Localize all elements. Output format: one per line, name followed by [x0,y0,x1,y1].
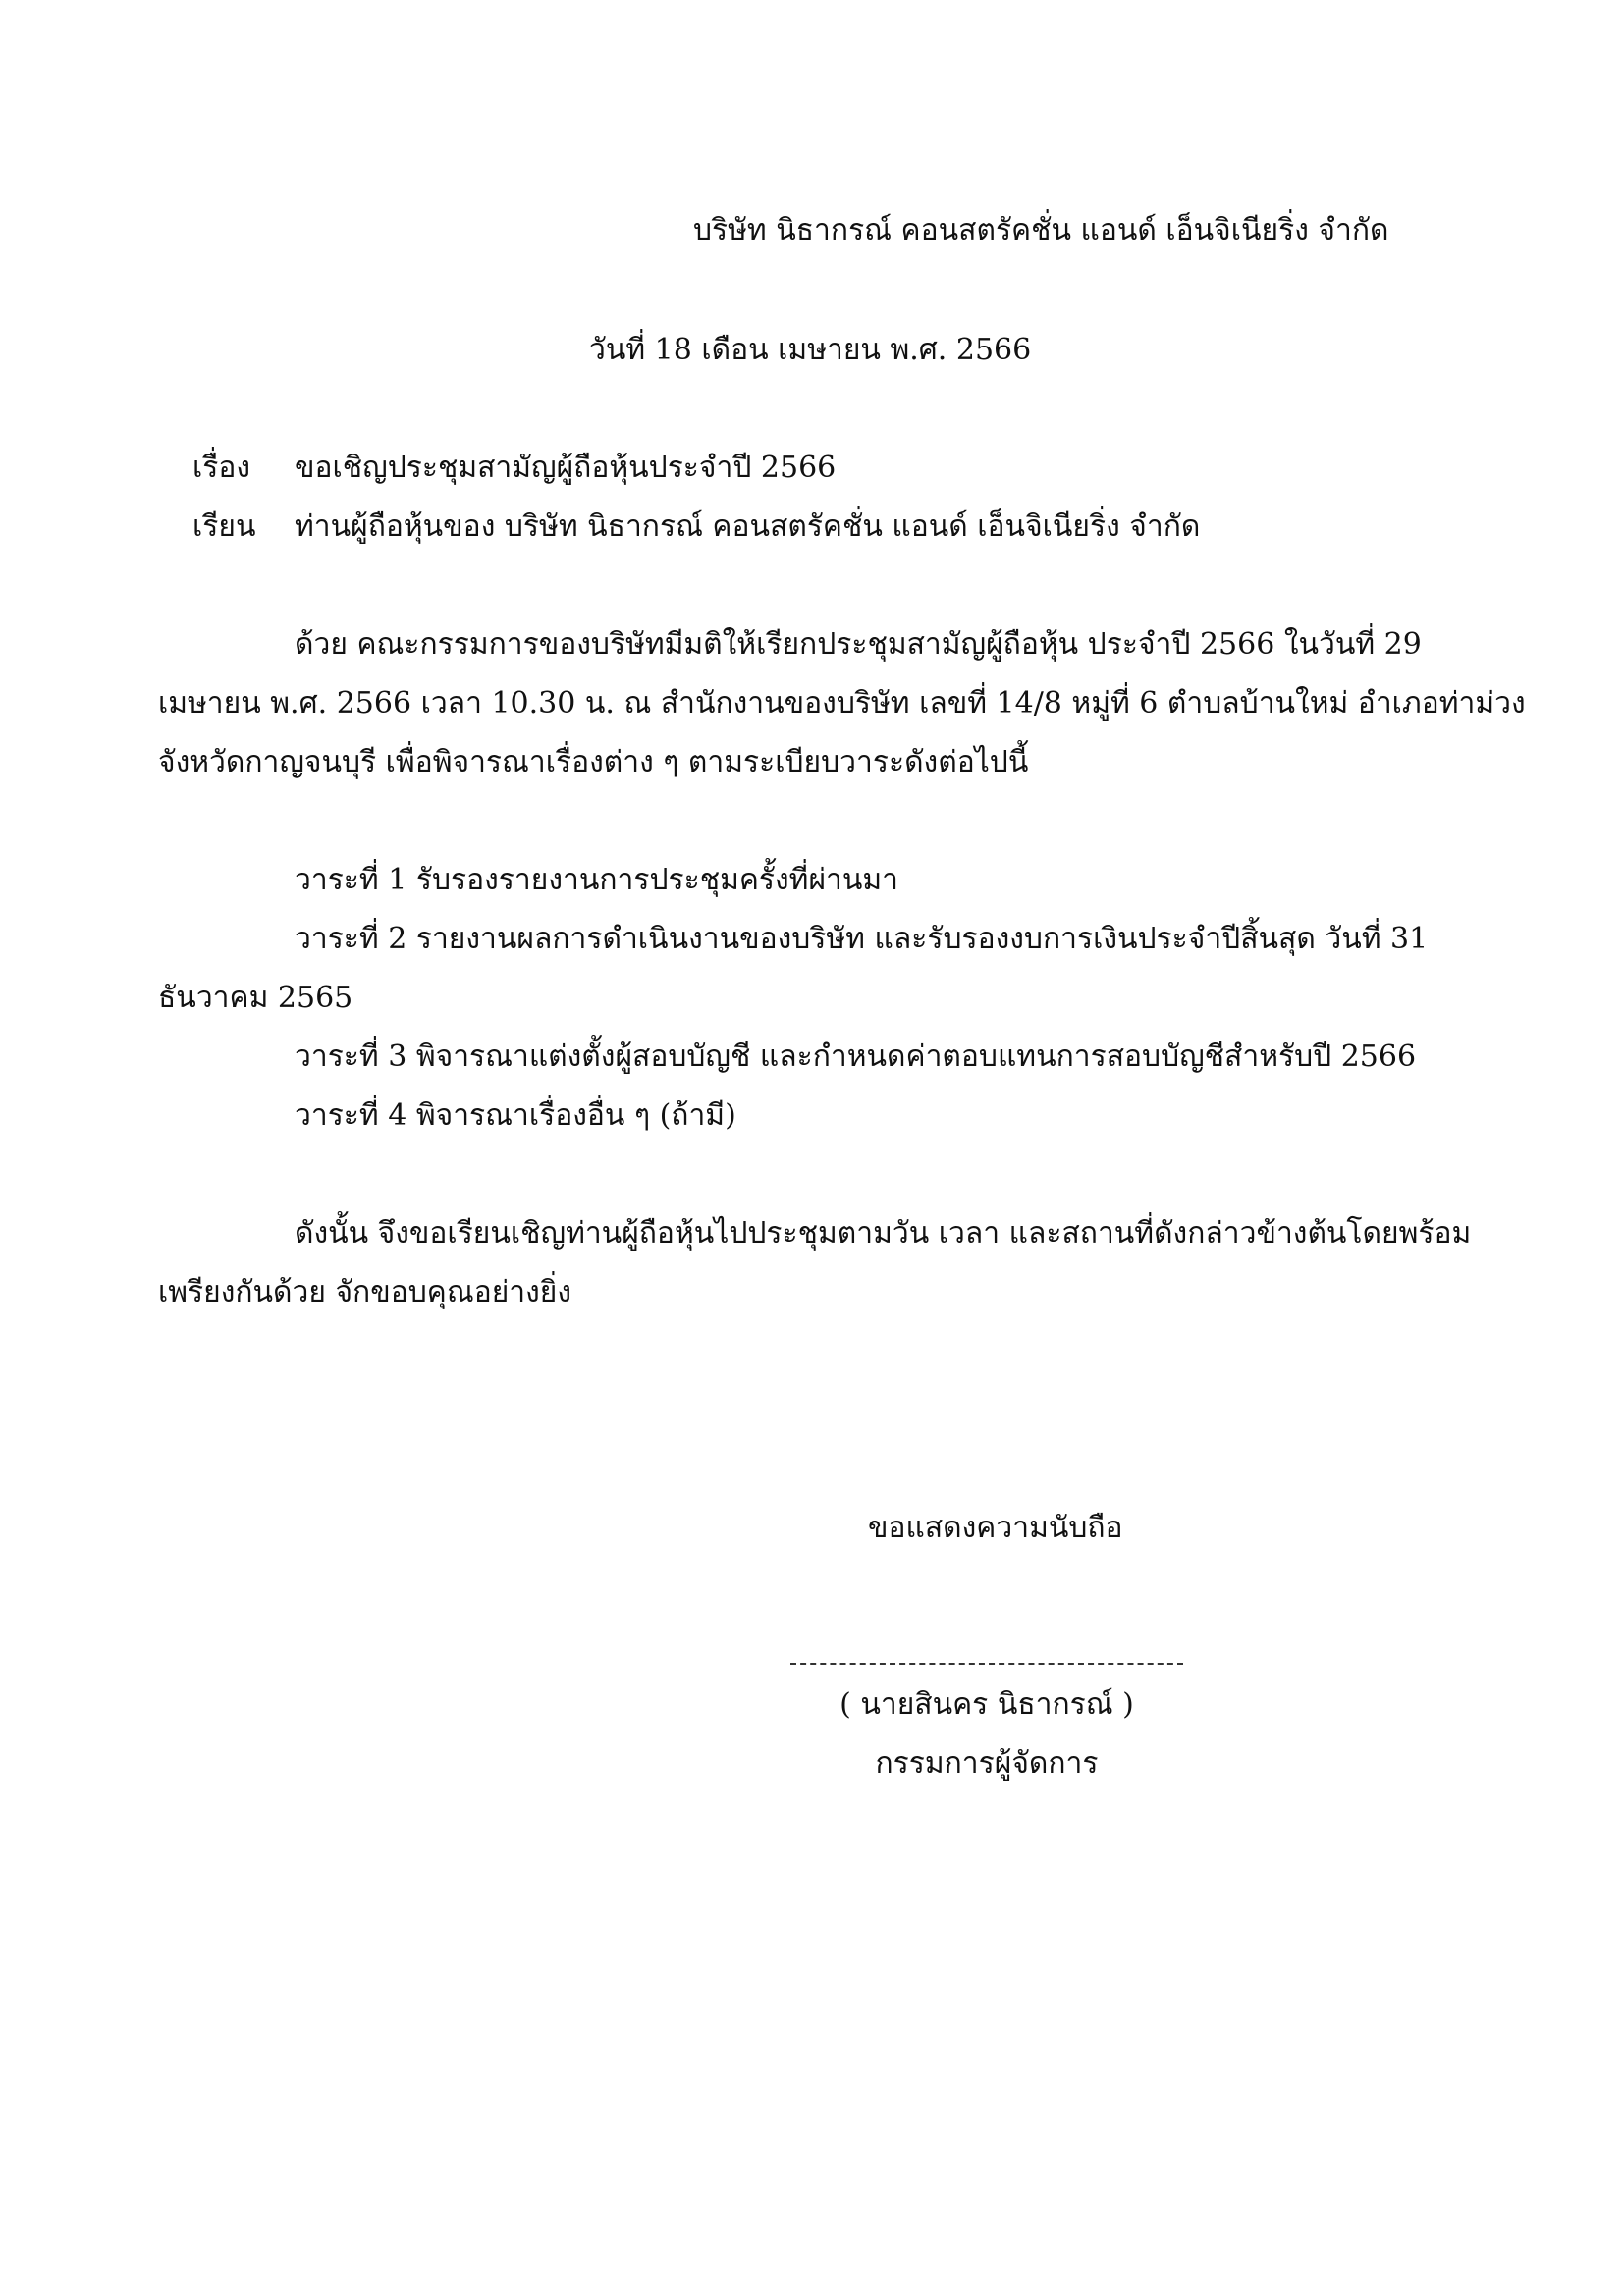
signature-title: กรรมการผู้จัดการ [875,1746,1099,1781]
agenda-item-1: วาระที่ 1 รับรองรายงานการประชุมครั้งที่ผ่านมา [295,863,899,897]
intro-paragraph-line-3: จังหวัดกาญจนบุรี เพื่อพิจารณาเรื่องต่าง ๆ ตามระเบียบวาระดังต่อไปนี้ [158,745,1029,779]
subject-label: เรื่อง [192,451,251,485]
closing-paragraph-line-2: เพรียงกันด้วย จักขอบคุณอย่างยิ่ง [158,1275,572,1309]
signoff: ขอแสดงความนับถือ [868,1511,1123,1545]
addressee-label: เรียน [192,509,256,544]
agenda-item-3: วาระที่ 3 พิจารณาแต่งตั้งผู้สอบบัญชี และกำหนดค่าตอบแทนการสอบบัญชีสำหรับปี 2566 [295,1040,1417,1074]
agenda-item-4: วาระที่ 4 พิจารณาเรื่องอื่น ๆ (ถ้ามี) [295,1098,736,1133]
intro-paragraph-line-1: ด้วย คณะกรรมการของบริษัทมีมติให้เรียกประชุมสามัญผู้ถือหุ้น ประจำปี 2566 ในวันที่ 29 [295,627,1422,662]
date-line: วันที่ 18 เดือน เมษายน พ.ศ. 2566 [589,333,1032,367]
company-heading: บริษัท นิธากรณ์ คอนสตรัคชั่น แอนด์ เอ็นจิเนียริ่ง จำกัด [693,213,1389,247]
subject-text: ขอเชิญประชุมสามัญผู้ถือหุ้นประจำปี 2566 [295,451,837,485]
intro-paragraph-line-2: เมษายน พ.ศ. 2566 เวลา 10.30 น. ณ สำนักงานของบริษัท เลขที่ 14/8 หมู่ที่ 6 ตำบลบ้านใหม่ อำเภอท่าม่วง [158,686,1526,721]
agenda-item-2: วาระที่ 2 รายงานผลการดำเนินงานของบริษัท และรับรองงบการเงินประจำปีสิ้นสุด วันที่ 31 [295,922,1429,956]
signature-line [790,1663,1183,1667]
signature-name: ( นายสินคร นิธากรณ์ ) [839,1687,1134,1722]
closing-paragraph-line-1: ดังนั้น จึงขอเรียนเชิญท่านผู้ถือหุ้นไปประชุมตามวัน เวลา และสถานที่ดังกล่าวข้างต้นโดยพร้อม [295,1216,1472,1251]
addressee-text: ท่านผู้ถือหุ้นของ บริษัท นิธากรณ์ คอนสตรัคชั่น แอนด์ เอ็นจิเนียริ่ง จำกัด [295,509,1201,544]
agenda-item-2-continuation: ธันวาคม 2565 [158,981,353,1015]
